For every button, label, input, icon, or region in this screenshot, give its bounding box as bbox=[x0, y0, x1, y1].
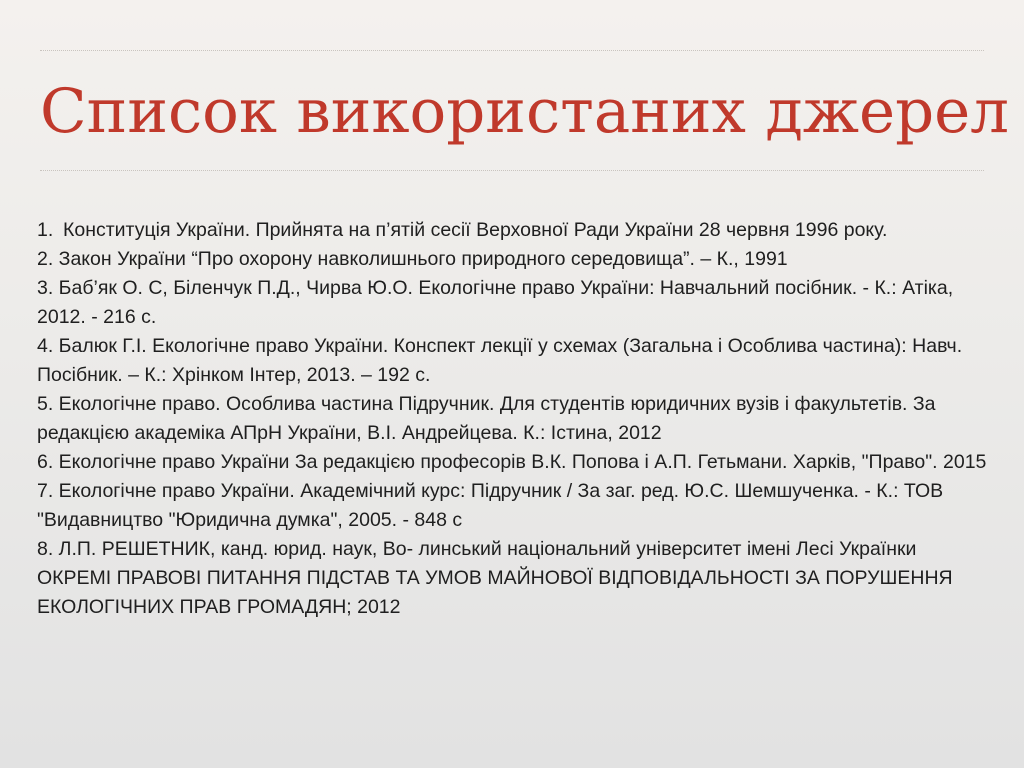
reference-text: Конституція України. Прийнята на п’ятій сесії Верховної Ради України 28 червня 1996 року. bbox=[63, 219, 888, 241]
reference-number: 1. bbox=[37, 219, 54, 241]
reference-item-3: 3. Баб’як О. С, Біленчук П.Д., Чирва Ю.О. Екологічне право України: Навчальний посібник. - К.: Атіка, 2012. - 216 с. bbox=[37, 277, 954, 328]
title-divider-top bbox=[40, 50, 984, 51]
reference-item-5: 5. Екологічне право. Особлива частина Підручник. Для студентів юридичних вузів і факультетів. За редакцією академіка АПрН України, В.І. Андрейцева. К.: Істина, 2012 bbox=[37, 393, 936, 444]
reference-item-4: 4. Балюк Г.І. Екологічне право України. Конспект лекції у схемах (Загальна і Особлива частина): Навч. Посібник. – К.: Хрінком Інтер, 2013. – 192 с. bbox=[37, 335, 963, 386]
reference-item-6: 6. Екологічне право України За редакцією професорів В.К. Попова і А.П. Гетьмани. Харків, "Право". 2015 bbox=[37, 451, 987, 473]
reference-item-2: 2. Закон України “Про охорону навколишнього природного середовища”. – К., 1991 bbox=[37, 248, 788, 270]
reference-list bbox=[37, 216, 987, 622]
reference-item-1 bbox=[37, 216, 987, 245]
title-divider-bottom bbox=[40, 170, 984, 171]
reference-item-7: 7. Екологічне право України. Академічний курс: Підручник / За заг. ред. Ю.С. Шемшученка. - К.: ТОВ "Видавництво "Юридична думка", 2005. - 848 с bbox=[37, 480, 944, 531]
reference-item-8: 8. Л.П. РЕШЕТНИК, канд. юрид. наук, Во- линський національний університет імені Лесі Українки ОКРЕМІ ПРАВОВІ ПИТАННЯ ПІДСТАВ ТА УМОВ МАЙНОВОЇ ВІДПОВІДАЛЬНОСТІ ЗА ПОРУШЕННЯ ЕКОЛОГІЧНИХ ПРАВ ГРОМАДЯН; 2012 bbox=[37, 538, 953, 618]
slide-title: Список використаних джерел bbox=[40, 76, 1010, 147]
